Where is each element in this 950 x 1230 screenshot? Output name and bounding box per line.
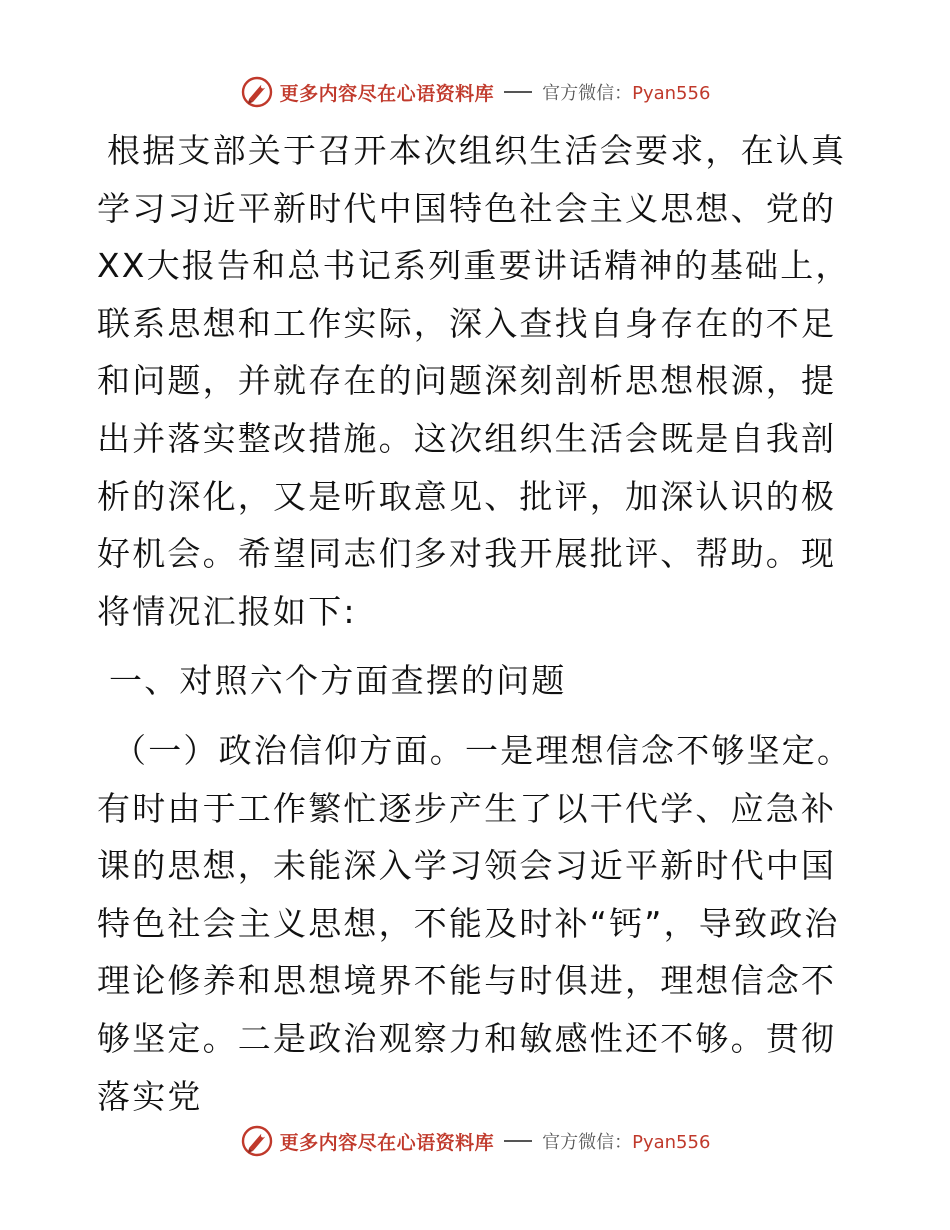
watermark-banner-top: [0, 72, 950, 112]
watermark-suffix-id: Pyan556: [632, 83, 711, 104]
watermark-separator: [504, 1140, 532, 1142]
watermark-text: 更多内容尽在心语资料库: [279, 1131, 495, 1154]
watermark-suffix-label: 官方微信：: [542, 83, 633, 104]
watermark-separator: [504, 91, 532, 93]
pen-logo-icon: [240, 75, 274, 109]
watermark-suffix: [542, 79, 710, 105]
watermark-text: 更多内容尽在心语资料库: [279, 82, 495, 105]
paragraph-political-belief: （一）政治信仰方面。一是理想信念不够坚定。有时由于工作繁忙逐步产生了以干代学、应急补课的思想，未能深入学习领会习近平新时代中国特色社会主义思想，不能及时补“钙”，导致政治理论修养和思想境界不能与时俱进，理想信念不够坚定。二是政治观察力和敏感性还不够。贯彻落实党: [97, 730, 853, 1116]
watermark-suffix-label: 官方微信：: [542, 1132, 633, 1153]
pen-logo-icon: [240, 1124, 274, 1158]
watermark-suffix-id: Pyan556: [632, 1132, 711, 1153]
document-body: [97, 122, 857, 1125]
paragraph-intro: 根据支部关于召开本次组织生活会要求，在认真学习习近平新时代中国特色社会主义思想、党的XX大报告和总书记系列重要讲话精神的基础上，联系思想和工作实际，深入查找自身存在的不足和问题，并就存在的问题深刻剖析思想根源，提出并落实整改措施。这次组织生活会既是自我剖析的深化，又是听取意见、批评，加深认识的极好机会。希望同志们多对我开展批评、帮助。现将情况汇报如下:: [97, 131, 851, 631]
watermark-suffix: [542, 1128, 710, 1154]
section-heading-1: 一、对照六个方面查摆的问题: [109, 661, 567, 701]
watermark-banner-bottom: [0, 1121, 950, 1161]
